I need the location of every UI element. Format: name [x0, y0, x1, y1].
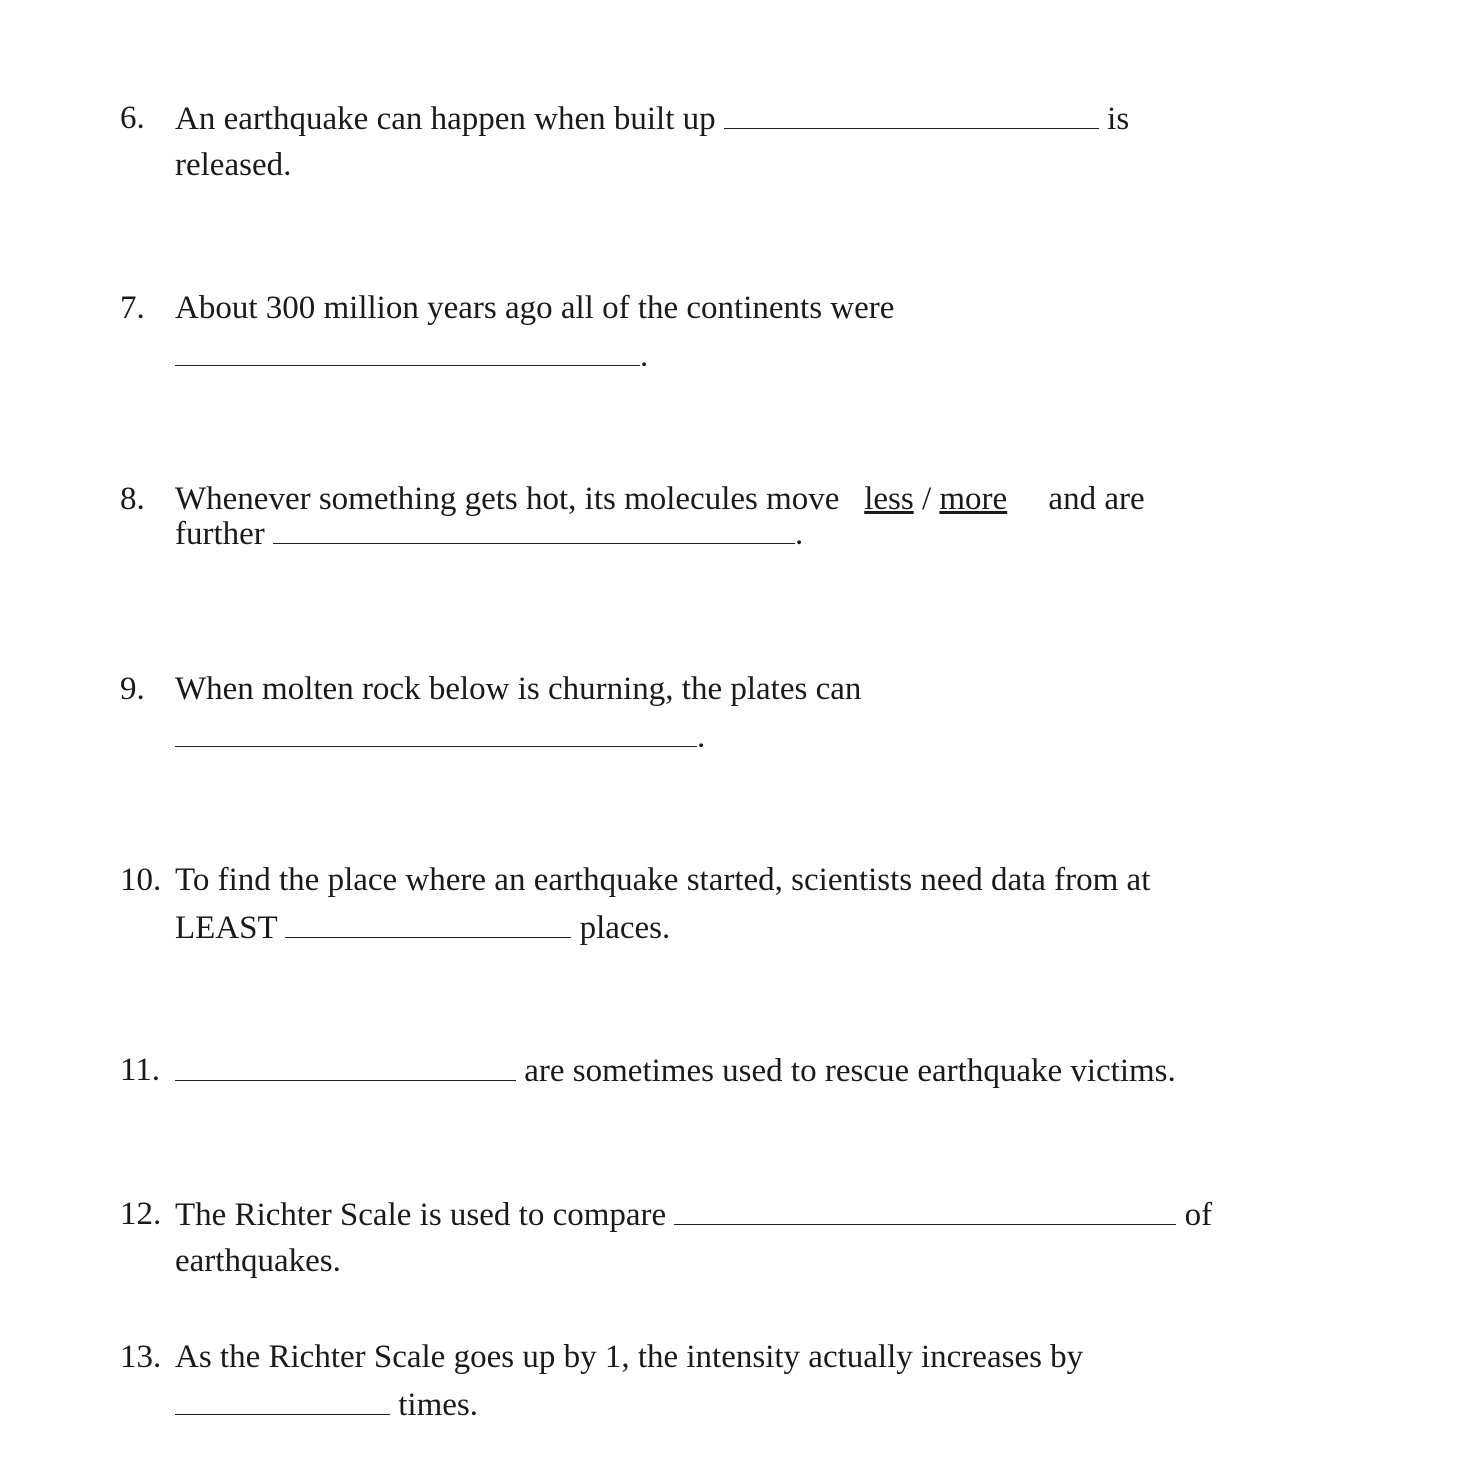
question-text: places. — [579, 910, 671, 946]
question-number: 10. — [120, 862, 162, 898]
question-text: As the Richter Scale goes up by 1, the intensity actually increases by — [175, 1339, 1084, 1375]
question-text: further — [175, 516, 265, 552]
answer-blank[interactable] — [175, 1386, 390, 1415]
question-text: released. — [175, 147, 292, 183]
question-text: The Richter Scale is used to compare — [175, 1197, 667, 1233]
answer-blank[interactable] — [285, 909, 571, 938]
question-number: 11. — [120, 1052, 161, 1088]
period: . — [697, 719, 706, 755]
answer-blank[interactable] — [724, 100, 1099, 129]
question-text: About 300 million years ago all of the continents were — [175, 290, 895, 326]
question-number: 8. — [120, 481, 145, 517]
option-more[interactable]: more — [939, 481, 1008, 517]
question-text: times. — [398, 1387, 478, 1423]
question-text: Whenever something gets hot, its molecules move — [175, 481, 840, 517]
question-text: are sometimes used to rescue earthquake victims. — [524, 1053, 1176, 1089]
period: . — [640, 338, 649, 374]
question-number: 6. — [120, 100, 145, 136]
answer-blank[interactable] — [175, 337, 640, 366]
answer-blank[interactable] — [175, 718, 697, 747]
question-text: is — [1107, 101, 1130, 137]
separator: / — [921, 481, 932, 517]
question-text: When molten rock below is churning, the plates can — [175, 671, 862, 707]
period: . — [795, 516, 804, 552]
question-text: LEAST — [175, 910, 278, 946]
option-less[interactable]: less — [864, 481, 914, 517]
question-text: earthquakes. — [175, 1243, 341, 1279]
answer-blank[interactable] — [175, 1052, 516, 1081]
question-number: 7. — [120, 290, 145, 326]
answer-blank[interactable] — [674, 1196, 1176, 1225]
question-number: 9. — [120, 671, 145, 707]
question-text: To find the place where an earthquake started, scientists need data from at — [175, 862, 1151, 898]
question-number: 13. — [120, 1339, 162, 1375]
question-text: and are — [1048, 481, 1145, 517]
answer-blank[interactable] — [273, 515, 795, 544]
question-text: of — [1184, 1197, 1213, 1233]
question-text: An earthquake can happen when built up — [175, 101, 716, 137]
question-number: 12. — [120, 1196, 162, 1232]
